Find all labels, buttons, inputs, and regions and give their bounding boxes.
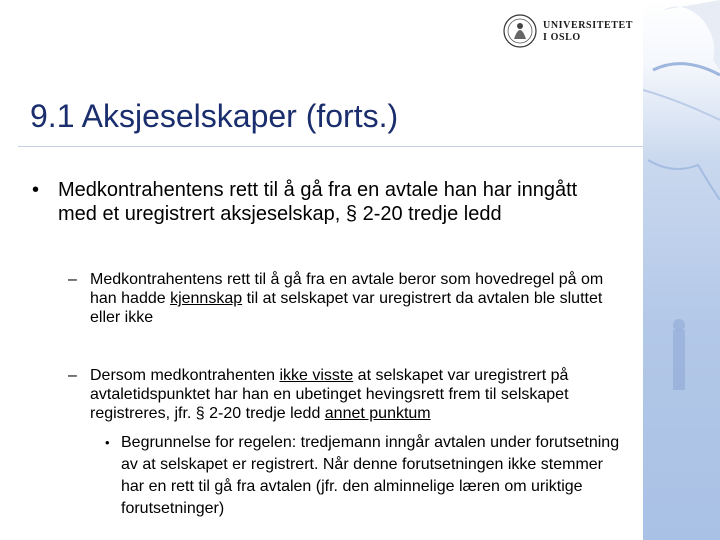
bullet-level-1	[32, 178, 618, 226]
title-divider	[18, 146, 643, 147]
logo-line-2: I OSLO	[543, 32, 581, 43]
bullet-text-part: til at selskapet var uregistrert da avtalen ble sluttet eller ikke	[90, 290, 603, 326]
logo-line-1: UNIVERSITETET	[543, 20, 634, 31]
dash-marker: –	[68, 367, 77, 384]
slide-title: 9.1 Aksjeselskaper (forts.)	[30, 98, 399, 134]
bullet-text: Begrunnelse for regelen: tredjemann inngår avtalen under forutsetning av at selskapet er registrert. Når denne forutsetningen ikke stemmer har en rett til gå fra avtalen (jfr. den alminnelige læren om uriktige forutsetninger)	[121, 434, 620, 517]
dash-marker: –	[68, 271, 77, 288]
bullet-level-2	[68, 366, 630, 423]
statue-illustration	[643, 0, 720, 540]
underlined-term: ikke visste	[279, 367, 354, 384]
logo-wordmark	[543, 20, 633, 44]
bullet-text-part: Medkontrahentens rett til å gå fra en avtale beror som hovedregel på om han hadde	[90, 271, 604, 307]
bullet-text-part: Dersom medkontrahenten	[90, 367, 280, 384]
underlined-term: kjennskap	[170, 290, 243, 307]
bullet-text: Medkontrahentens rett til å gå fra en avtale han har inngått med et uregistrert aksjeselskap, § 2-20 tredje ledd	[58, 179, 578, 225]
bullet-level-3	[105, 432, 621, 520]
bullet-marker: •	[105, 435, 110, 450]
university-logo	[502, 13, 642, 51]
bullet-level-2	[68, 270, 630, 327]
decorative-side-panel	[643, 0, 720, 540]
underlined-term: annet punktum	[324, 405, 431, 422]
university-seal-icon	[502, 13, 538, 49]
bullet-text-part: at selskapet var uregistrert på avtaletidspunktet har han en ubetinget hevingsrett frem til selskapet registreres, jfr. § 2-20 tredje ledd	[90, 367, 569, 422]
bullet-marker: •	[32, 179, 40, 201]
